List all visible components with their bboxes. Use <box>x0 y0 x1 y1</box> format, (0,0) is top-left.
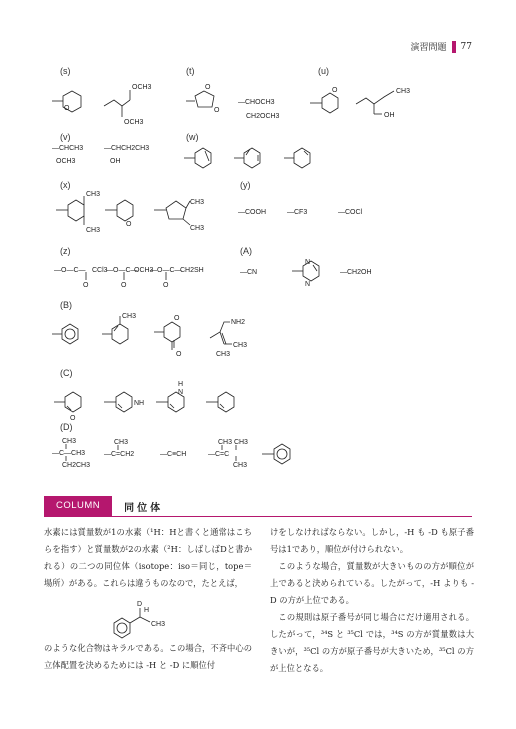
x-ch3-bottom: CH3 <box>86 227 101 234</box>
D1-ch3-top: CH3 <box>62 438 77 445</box>
column-title: 同位体 <box>124 502 164 514</box>
v1-chch3: —CHCH3 <box>52 145 84 152</box>
label-u: (u) <box>318 66 329 76</box>
label-w: (w) <box>186 132 199 142</box>
z2-och3: OCH3 <box>134 267 154 274</box>
label-y: (y) <box>240 180 251 190</box>
label-s: (s) <box>60 66 71 76</box>
label-v: (v) <box>60 132 71 142</box>
D4-top: CH3 CH3 <box>218 439 248 446</box>
t-dioxolane <box>186 91 214 107</box>
x-dimethylcyclohexane <box>56 196 84 225</box>
u-ch3: CH3 <box>396 88 411 95</box>
x-cyclopentane <box>154 201 190 225</box>
D2-mid: —C=CH2 <box>104 451 135 458</box>
column-right-text <box>270 524 474 677</box>
B-nh2: NH2 <box>231 319 246 326</box>
D1-mid: —C—CH3 <box>52 450 86 457</box>
D4-bottom: CH3 <box>233 462 248 469</box>
y-cocl: —COCl <box>338 209 363 216</box>
right-paragraph-1: けをしなければならない。しかし，-H も -D も原子番号は1であり，順位が付けられない。 <box>270 527 474 554</box>
column-box <box>44 496 472 517</box>
column-tag: COLUMN <box>44 496 112 516</box>
label-C: (C) <box>60 368 73 378</box>
left-paragraph-2: のような化合物はキラルである。この場合，不斉中心の立体配置を決めるためには -H と -D に順位付 <box>44 643 252 670</box>
label-z: (z) <box>60 246 71 256</box>
w-cyclohexene-2 <box>284 148 310 168</box>
D4-mid: —C=C <box>208 451 230 458</box>
u-ring-o: O <box>332 87 338 94</box>
t-choch3: —CHOCH3 <box>238 99 275 106</box>
label-A: (A) <box>240 246 252 256</box>
page-number: 77 <box>460 41 472 52</box>
D2-top: CH3 <box>114 439 129 446</box>
right-paragraph-2: このような場合，質量数が大きいものの方が順位が上であると決められている。したがって，-H よりも -D の方が上位である。 <box>270 561 474 605</box>
x-ch3-pent-top: CH3 <box>190 199 205 206</box>
y-cooh: —COOH <box>238 209 266 216</box>
D3: —C≡CH <box>160 451 187 458</box>
C-dihydropyran <box>54 392 81 412</box>
x-ring-o: O <box>126 221 132 228</box>
deut-d: D <box>137 601 143 608</box>
C-ring-o: O <box>70 415 76 422</box>
z3-ch2sh: CH2SH <box>180 267 204 274</box>
x-ch3-top: CH3 <box>86 191 101 198</box>
column-left-text <box>44 524 252 592</box>
A-n1: N <box>305 259 311 266</box>
t-ch2och3: CH2OCH3 <box>246 113 280 120</box>
y-cf3: —CF3 <box>287 209 308 216</box>
label-B: (B) <box>60 300 72 310</box>
t-o1: O <box>205 84 211 91</box>
x-ch3-pent-bottom: CH3 <box>190 225 205 232</box>
z1-ccl3: CCl3 <box>92 267 108 274</box>
s-och3-bottom: OCH3 <box>124 119 144 126</box>
left-paragraph-1: 水素には質量数が1の水素（¹H：Hと書くと通常はこちらを指す）と質量数が2の水素（²H：しばしばDと書かれる）の二つの同位体（isotope：iso＝同じ，tope＝場所）がある。これらは違うものなので，たとえば， <box>44 527 252 588</box>
u-oh: OH <box>384 112 395 119</box>
A-n2: N <box>305 281 311 288</box>
C-h: H <box>178 381 184 388</box>
label-t: (t) <box>186 66 195 76</box>
z1-carbonyl-o: O <box>83 282 89 289</box>
x-thp <box>105 200 133 221</box>
z2-carbonyl-o: O <box>121 282 127 289</box>
B-pyranone <box>154 322 180 350</box>
z2-o: —O—C— <box>106 267 138 274</box>
B-ch3-right: CH3 <box>233 342 248 349</box>
D-benzene <box>262 444 290 464</box>
s-chain <box>104 90 130 117</box>
label-x: (x) <box>60 180 71 190</box>
u-thp-ring <box>310 93 338 113</box>
B-benzene <box>52 324 78 344</box>
right-paragraph-3: この規則は原子番号が同じ場合にだけ適用される。したがって，³⁴S と ³⁵Cl では，³⁴S の方が質量数は大きいが，³⁵Cl の方が原子番号が大きいため，³⁵Cl の方が上位となる。 <box>270 612 474 673</box>
D1-bottom: CH2CH3 <box>62 462 91 469</box>
column-header <box>44 496 472 517</box>
s-ring-o: O <box>64 105 70 112</box>
z3-o: —O—C— <box>150 267 182 274</box>
C-tetrahydropyridine-1 <box>104 392 132 412</box>
v2-oh: OH <box>110 158 121 165</box>
column-left-text-2 <box>44 640 252 674</box>
s-och3-top: OCH3 <box>132 84 152 91</box>
deut-h: H <box>144 607 150 614</box>
B-ring-o: O <box>174 315 180 322</box>
A-cn: —CN <box>240 269 258 276</box>
B-ch3-bottom: CH3 <box>216 351 231 358</box>
B-carbonyl-o: O <box>176 351 182 358</box>
B-ch3: CH3 <box>122 313 137 320</box>
C-nh: NH <box>134 400 145 407</box>
A-ch2oh: —CH2OH <box>340 269 372 276</box>
C-n: N <box>178 389 184 396</box>
label-D: (D) <box>60 422 73 432</box>
z3-carbonyl-o: O <box>163 282 169 289</box>
t-o2: O <box>214 107 220 114</box>
section-title: 演習問題 <box>410 43 447 53</box>
v1-och3: OCH3 <box>56 158 76 165</box>
z1-o: —O—C— <box>54 267 86 274</box>
v2-chch2ch3: —CHCH2CH3 <box>104 145 150 152</box>
w-cyclohexadiene <box>234 148 260 168</box>
C-cyclohexene <box>206 392 234 412</box>
deut-ch3: CH3 <box>151 621 166 628</box>
w-cyclohexene-1 <box>184 148 211 168</box>
u-chain <box>356 91 394 114</box>
B-methylcyclohexadiene <box>102 316 128 344</box>
B-alkene-amine <box>210 322 232 344</box>
